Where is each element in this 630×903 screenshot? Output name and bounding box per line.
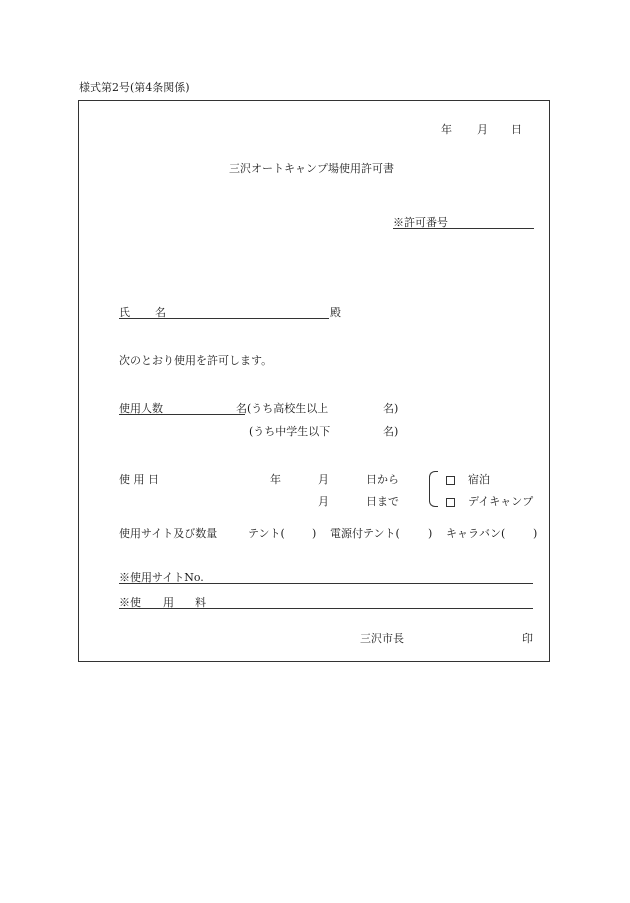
users-count-label: 使用人数 (119, 402, 163, 415)
seal-label: 印 (522, 632, 533, 645)
honorific-label: 殿 (330, 306, 341, 319)
users-mid-end: 名) (383, 425, 399, 438)
usage-month-from-label: 月 (318, 473, 329, 486)
power-tent-close: ) (428, 527, 433, 540)
daycamp-option-label: デイキャンプ (468, 495, 534, 508)
tent-label: テント( (248, 527, 285, 540)
tent-close: ) (312, 527, 317, 540)
usage-day-from-label: 日から (366, 473, 399, 486)
site-number-underline (119, 583, 533, 584)
users-high-label: 名(うち高校生以上 (236, 402, 329, 415)
caravan-label: キャラバン( (446, 527, 506, 540)
fee-label-2: 用 (163, 596, 174, 609)
options-bracket (429, 471, 438, 507)
users-mid-label: (うち中学生以下 (249, 425, 331, 438)
daycamp-checkbox[interactable] (446, 498, 455, 507)
usage-date-label: 使 用 日 (119, 473, 159, 486)
document-title: 三沢オートキャンプ場使用許可書 (229, 162, 394, 175)
form-number-title: 様式第2号(第4条関係) (79, 81, 190, 94)
stay-option-label: 宿泊 (468, 473, 490, 486)
users-count-underline (119, 414, 245, 415)
fee-label-1: ※使 (119, 596, 141, 609)
usage-year-label: 年 (270, 473, 281, 486)
caravan-close: ) (533, 527, 538, 540)
power-tent-label: 電源付テント( (330, 527, 400, 540)
name-underline (119, 318, 329, 319)
date-year-label: 年 (441, 123, 452, 136)
date-day-label: 日 (511, 123, 522, 136)
name-label-2: 名 (155, 306, 166, 319)
date-month-label: 月 (477, 123, 488, 136)
name-label-1: 氏 (119, 306, 130, 319)
usage-day-to-label: 日まで (366, 495, 399, 508)
users-high-end: 名) (383, 402, 399, 415)
mayor-label: 三沢市長 (360, 632, 404, 645)
site-number-label: ※使用サイトNo. (119, 571, 204, 584)
fee-label-3: 料 (195, 596, 206, 609)
usage-month-to-label: 月 (318, 495, 329, 508)
stay-checkbox[interactable] (446, 476, 455, 485)
sites-label: 使用サイト及び数量 (119, 527, 218, 540)
permit-number-underline (393, 228, 534, 229)
permit-number-label: ※許可番号 (393, 216, 448, 229)
fee-underline (119, 608, 533, 609)
permission-statement: 次のとおり使用を許可します。 (119, 354, 273, 367)
